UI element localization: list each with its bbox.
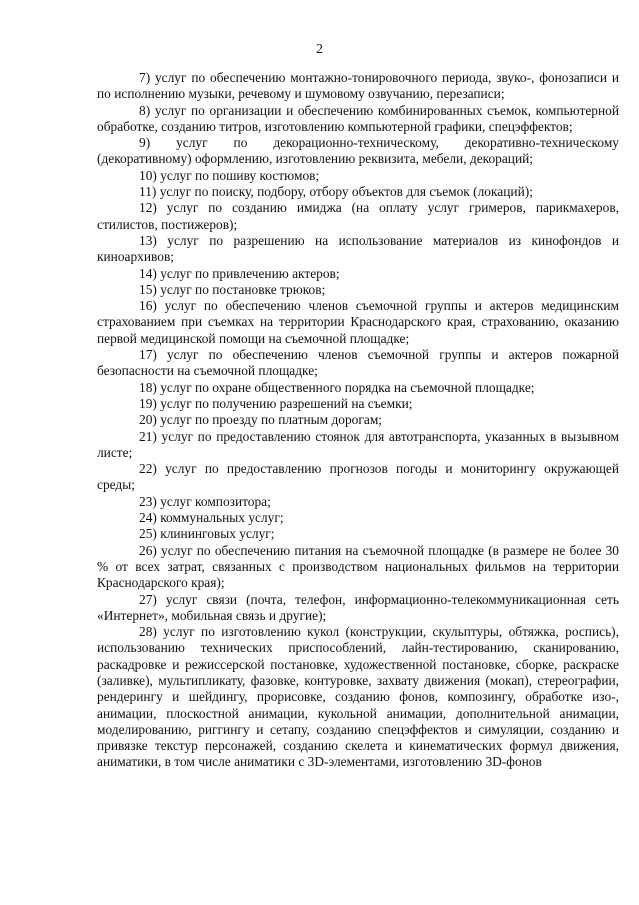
list-item: 18) услуг по охране общественного порядка на съемочной площадке;	[139, 379, 535, 395]
list-item: 11) услуг по поиску, подбору, отбору объектов для съемок (локаций);	[139, 184, 533, 200]
list-item: 7) услуг по обеспечению монтажно-тонировочного периода, звуко-, фонозаписи и по исполнению музыки, речевому и шумовому озвучанию, перезаписи;	[97, 70, 619, 102]
list-item: 14) услуг по привлечению актеров;	[139, 265, 340, 281]
list-item: 8) услуг по организации и обеспечению комбинированных съемок, компьютерной обработке, созданию титров, изготовлению компьютерной графики, спецэффектов;	[97, 102, 619, 134]
list-item: 21) услуг по предоставлению стоянок для автотранспорта, указанных в вызывном листе;	[97, 428, 619, 460]
list-item: 19) услуг по получению разрешений на съемки;	[139, 395, 413, 411]
list-item: 17) услуг по обеспечению членов съемочной группы и актеров пожарной безопасности на съемочной площадке;	[97, 347, 619, 379]
list-item: 26) услуг по обеспечению питания на съемочной площадке (в размере не более 30 % от всех затрат, связанных с производством национальных фильмов на территории Краснодарского края);	[97, 542, 619, 591]
list-item: 28) услуг по изготовлению кукол (конструкции, скульптуры, обтяжка, роспись), использованию технических приспособлений, лайн-тестированию, сканированию, раскадровке и режиссерской постановке, художественной постановке, сборке, раскраске (заливке), мультипликату, фазовке, контуровке, захвату движения (мокап), стереографии, рендерингу и шейдингу, прорисовке, созданию фонов, композингу, обработке изо-, анимации, плоскостной анимации, кукольной анимации, дополнительной анимации, моделированию, риггингу и сетапу, созданию спецэффектов и симуляции, созданию и привязке текстур персонажей, созданию скелета и кинематических формул движения, аниматики, в том числе аниматики с 3D-элементами, изготовлению 3D-фонов	[97, 624, 619, 770]
page-number: 2	[316, 42, 323, 57]
list-item: 20) услуг по проезду по платным дорогам;	[139, 412, 383, 428]
document-body	[97, 70, 619, 771]
list-item: 16) услуг по обеспечению членов съемочной группы и актеров медицинским страхованием при съемках на территории Краснодарского края, страхованию, оказанию первой медицинской помощи на съемочной площадке;	[97, 298, 619, 346]
list-item: 23) услуг композитора;	[139, 493, 271, 509]
list-item: 27) услуг связи (почта, телефон, информационно-телекоммуникационная сеть «Интернет», мобильная связь и другие);	[97, 591, 619, 623]
list-item: 13) услуг по разрешению на использование материалов из кинофондов и киноархивов;	[97, 232, 619, 265]
list-item: 12) услуг по созданию имиджа (на оплату услуг гримеров, парикмахеров, стилистов, постижеров);	[97, 200, 619, 232]
list-item: 24) коммунальных услуг;	[139, 510, 284, 526]
list-item: 25) клининговых услуг;	[139, 526, 275, 542]
list-item: 15) услуг по постановке трюков;	[139, 281, 326, 297]
list-item: 9) услуг по декорационно-техническому, декоративно-техническому (декоративному) оформлению, изготовлению реквизита, мебели, декораций;	[97, 135, 619, 167]
list-item: 22) услуг по предоставлению прогнозов погоды и мониторингу окружающей среды;	[97, 461, 619, 493]
list-item: 10) услуг по пошиву костюмов;	[139, 167, 320, 183]
